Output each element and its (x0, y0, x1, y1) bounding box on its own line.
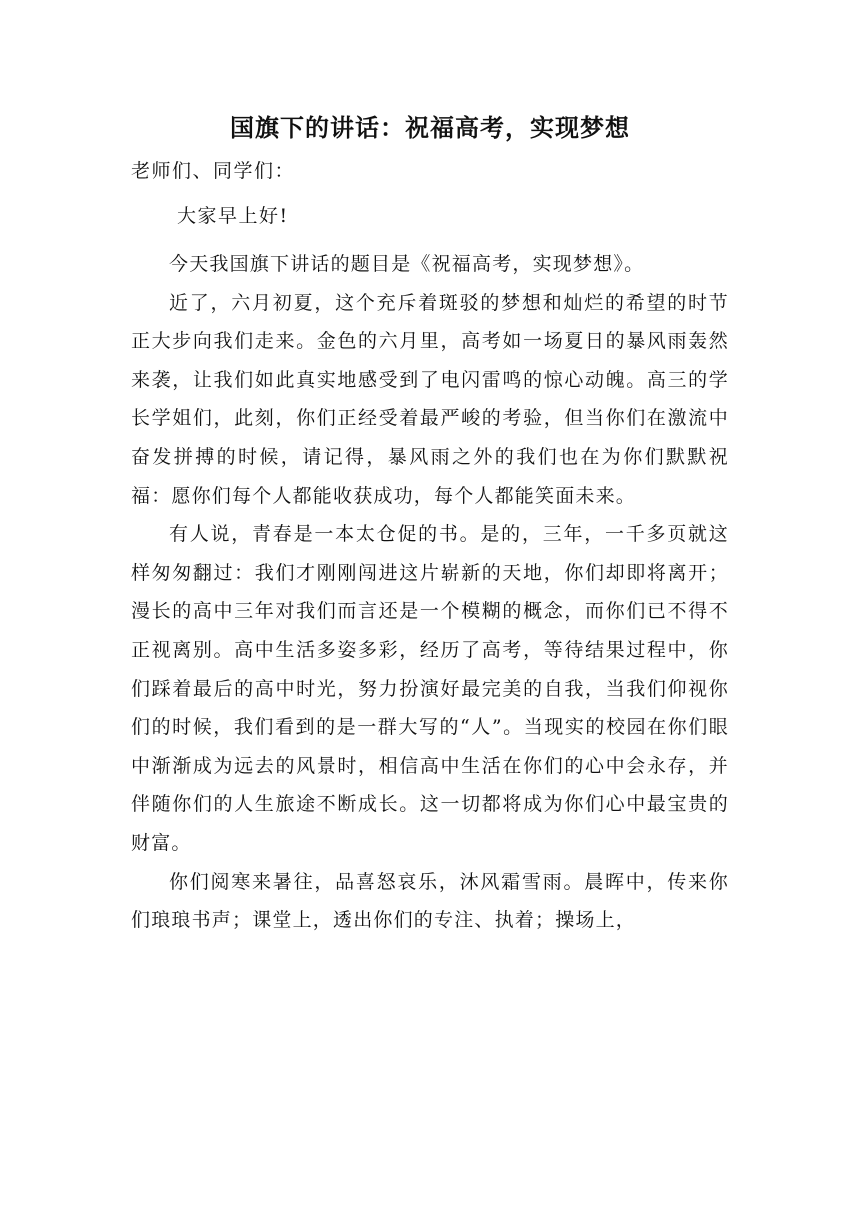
greeting: 大家早上好! (177, 205, 289, 227)
paragraph: 有人说，青春是一本太仓促的书。是的，三年，一千多页就这样匆匆翻过：我们才刚刚闯进这片崭新的天地，你们却即将离开；漫长的高中三年对我们而言还是一个模糊的概念，而你们已不得不正视离别。高中生活多姿多彩，经历了高考，等待结果过程中，你们踩着最后的高中时光，努力扮演好最完美的自我，当我们仰视你们的时候，我们看到的是一群大写的“人”。当现实的校园在你们眼中渐渐成为远去的风景时，相信高中生活在你们的心中会永存，并伴随你们的人生旅途不断成长。这一切都将成为你们心中最宝贵的财富。 (131, 523, 729, 854)
salutation: 老师们、同学们： (131, 160, 296, 182)
paragraph: 今天我国旗下讲话的题目是《祝福高考，实现梦想》。 (169, 253, 645, 275)
body-text (131, 245, 729, 940)
paragraph: 你们阅寒来暑往，品喜怒哀乐，沐风霜雪雨。晨晖中，传来你们琅琅书声；课堂上，透出你们的专注、执着；操场上， (131, 870, 729, 932)
paragraph: 近了，六月初夏，这个充斥着斑驳的梦想和灿烂的希望的时节正大步向我们走来。金色的六月里，高考如一场夏日的暴风雨轰然来袭，让我们如此真实地感受到了电闪雷鸣的惊心动魄。高三的学长学姐们，此刻，你们正经受着最严峻的考验，但当你们在激流中奋发拼搏的时候，请记得，暴风雨之外的我们也在为你们默默祝福：愿你们每个人都能收获成功，每个人都能笑面未来。 (131, 291, 729, 507)
page-title: 国旗下的讲话：祝福高考，实现梦想 (230, 114, 630, 142)
